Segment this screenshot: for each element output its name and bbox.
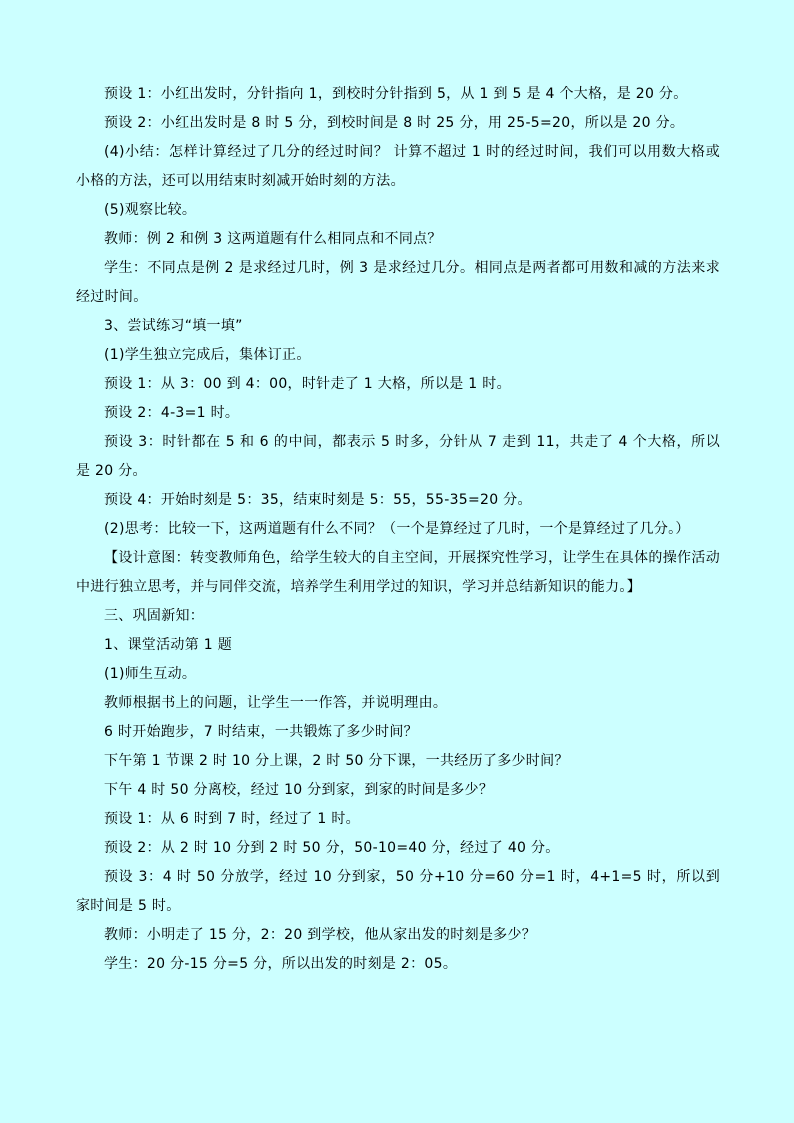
paragraph-preset-2: 预设 2：小红出发时是 8 时 5 分，到校时间是 8 时 25 分，用 25-5=20，所以是 20 分。	[104, 115, 685, 131]
paragraph-practice-preset-1: 预设 1：从 3：00 到 4：00，时针走了 1 大格，所以是 1 时。	[104, 376, 511, 392]
paragraph-interaction: (1)师生互动。	[104, 666, 197, 682]
paragraph-summary: (4)小结：怎样计算经过了几分的经过时间？ 计算不超过 1 时的经过时间，我们可以用数大格或小格的方法，还可以用结束时刻减开始时刻的方法。	[76, 144, 720, 189]
paragraph-think: (2)思考：比较一下，这两道题有什么不同？（一个是算经过了几时，一个是算经过了几分。）	[104, 521, 690, 537]
paragraph-observe-compare: (5)观察比较。	[104, 202, 197, 218]
paragraph-question-2: 下午第 1 节课 2 时 10 分上课，2 时 50 分下课，一共经历了多少时间？	[104, 753, 569, 769]
document-body	[76, 80, 720, 979]
subsection-heading-activity-1: 1、课堂活动第 1 题	[104, 637, 233, 653]
paragraph-section-try-practice: 3、尝试练习“填一填”	[104, 318, 243, 334]
section-heading-consolidate: 三、巩固新知：	[104, 608, 205, 624]
paragraph-practice-preset-2: 预设 2：4-3=1 时。	[104, 405, 240, 421]
paragraph-question-1: 6 时开始跑步，7 时结束，一共锻炼了多少时间？	[104, 724, 418, 740]
paragraph-student-xiaoming: 学生：20 分-15 分=5 分，所以出发的时刻是 2：05。	[104, 956, 458, 972]
paragraph-preset-1: 预设 1：小红出发时，分针指向 1，到校时分针指到 5，从 1 到 5 是 4 个大格，是 20 分。	[104, 86, 688, 102]
paragraph-answer-preset-2: 预设 2：从 2 时 10 分到 2 时 50 分，50-10=40 分，经过了 40 分。	[104, 840, 560, 856]
paragraph-independent-work: (1)学生独立完成后，集体订正。	[104, 347, 311, 363]
paragraph-teacher-question: 教师：例 2 和例 3 这两道题有什么相同点和不同点？	[104, 231, 442, 247]
paragraph-practice-preset-3: 预设 3：时针都在 5 和 6 的中间，都表示 5 时多，分针从 7 走到 11，共走了 4 个大格，所以是 20 分。	[76, 434, 720, 479]
paragraph-teacher-xiaoming: 教师：小明走了 15 分，2：20 到学校，他从家出发的时刻是多少？	[104, 927, 537, 943]
paragraph-question-3: 下午 4 时 50 分离校，经过 10 分到家，到家的时间是多少？	[104, 782, 494, 798]
paragraph-design-intent: 【设计意图：转变教师角色，给学生较大的自主空间，开展探究性学习，让学生在具体的操作活动中进行独立思考，并与同伴交流，培养学生利用学过的知识，学习并总结新知识的能力。】	[76, 550, 720, 595]
paragraph-answer-preset-1: 预设 1：从 6 时到 7 时，经过了 1 时。	[104, 811, 360, 827]
paragraph-practice-preset-4: 预设 4：开始时刻是 5：35，结束时刻是 5：55，55-35=20 分。	[104, 492, 532, 508]
paragraph-student-answer: 学生：不同点是例 2 是求经过几时，例 3 是求经过几分。相同点是两者都可用数和减的方法来求经过时间。	[76, 260, 720, 305]
paragraph-teacher-instruction: 教师根据书上的问题，让学生一一作答，并说明理由。	[104, 695, 448, 711]
paragraph-answer-preset-3: 预设 3：4 时 50 分放学，经过 10 分到家，50 分+10 分=60 分=1 时，4+1=5 时，所以到家时间是 5 时。	[76, 869, 720, 914]
